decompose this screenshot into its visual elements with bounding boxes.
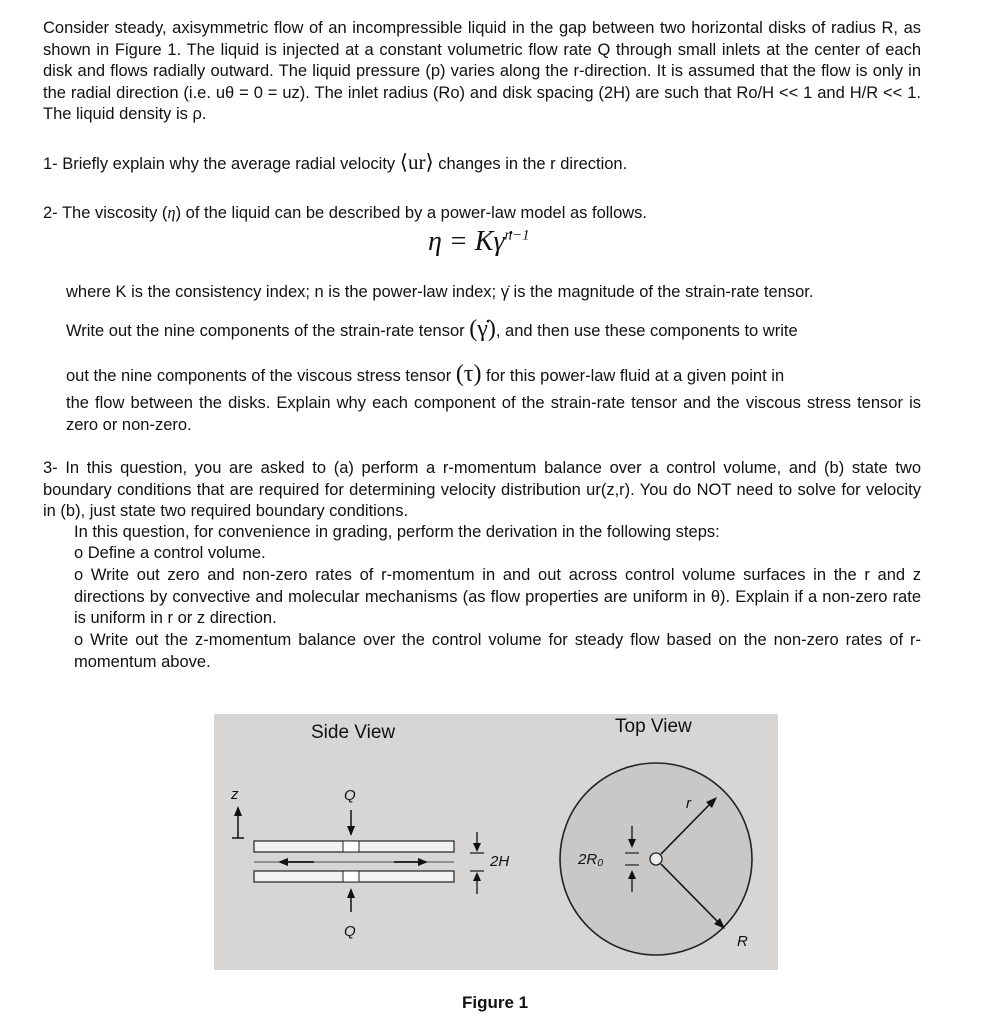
equation-lhs: η = Kγ̇ <box>428 226 505 257</box>
q1-text-before: 1- Briefly explain why the average radial velocity <box>43 155 396 173</box>
question-2-intro <box>43 203 647 223</box>
q2-intro-before: 2- The viscosity ( <box>43 204 168 222</box>
top-view-inlet <box>650 853 662 865</box>
q2-line1-before: Write out the nine components of the strain-rate tensor <box>66 322 465 340</box>
z-axis-arrow <box>234 806 242 816</box>
power-law-equation <box>428 226 530 258</box>
q2-line1 <box>66 316 798 343</box>
equation-exponent: n−1 <box>504 227 530 244</box>
top-view-label: Top View <box>615 716 692 737</box>
q2-line2 <box>66 361 784 388</box>
r-label: r <box>686 795 691 812</box>
figure-caption: Figure 1 <box>462 993 529 1012</box>
q3-bullet-3: o Write out the z-momentum balance over the control volume for steady flow based on the non-zero rates of r-momentum above. <box>74 631 921 671</box>
radius-label: R <box>737 933 748 950</box>
stress-tensor-symbol: (τ) <box>455 361 482 387</box>
q3-bullet-1: o Define a control volume. <box>74 544 266 562</box>
intro-paragraph: Consider steady, axisymmetric flow of an incompressible liquid in the gap between two horizontal disks of radius R, as shown in Figure 1. The liquid is injected at a constant volumetric flow rate Q through small inlets at the center of each disk and flows radially outward. The liquid pressure (p) varies along the r-direction. It is assumed that the flow is only in the radial direction (i.e. uθ = 0 = uz). The inlet radius (Ro) and disk spacing (2H) are such that Ro/H << 1 and H/R << 1. The liquid density is ρ. <box>43 19 921 123</box>
question-1 <box>43 150 627 175</box>
q-bottom-arrow-head <box>347 888 355 898</box>
avg-velocity-symbol: ⟨ur⟩ <box>399 150 434 174</box>
q2-intro-after: ) of the liquid can be described by a power-law model as follows. <box>175 204 648 222</box>
z-axis-label: z <box>231 786 239 803</box>
upper-inlet <box>343 841 359 852</box>
q1-text-after: changes in the r direction. <box>438 155 628 173</box>
q2-line2-before: out the nine components of the viscous stress tensor <box>66 367 452 385</box>
q2-line2-after: for this power-law fluid at a given point in <box>486 367 785 385</box>
q-bottom-label: Q <box>344 923 356 940</box>
q-top-arrow-head <box>347 826 355 836</box>
lower-inlet <box>343 871 359 882</box>
inlet-diameter-label: 2R₀ <box>578 851 604 868</box>
gap-label: 2H <box>490 853 510 870</box>
q3-bullet-2 <box>74 565 921 630</box>
strain-rate-symbol: (γ̇) <box>469 316 496 342</box>
flow-arrow-left-head <box>278 858 288 866</box>
q3-bullet-2-text: o Write out zero and non-zero rates of r-momentum in and out across control volume surfaces in the r and z directions by convective and molecular mechanisms (as flow properties are uniform in θ). Explain if a non-zero rate is uniform in r or z direction. <box>74 566 921 627</box>
flow-arrow-right-head <box>418 858 428 866</box>
viscosity-symbol: η <box>167 203 176 222</box>
q3-intro-text: 3- In this question, you are asked to (a) perform a r-momentum balance over a control volume, and (b) state two boundary conditions that are required for determining velocity distribution ur(z,r). You do NOT need to solve for velocity in (b), just state two required boundary conditions. <box>43 459 921 520</box>
q2-rest: the flow between the disks. Explain why each component of the strain-rate tensor and the viscous stress tensor is zero or non-zero. <box>66 394 921 434</box>
where-text: where K is the consistency index; n is the power-law index; γ̇ is the magnitude of the strain-rate tensor. <box>66 283 814 301</box>
side-view-label: Side View <box>311 722 396 743</box>
q2-line1-after: , and then use these components to write <box>495 322 798 340</box>
gap-dim-top-head <box>473 843 481 852</box>
q3-steps-intro: In this question, for convenience in grading, perform the derivation in the following steps: <box>74 523 720 541</box>
figure-1 <box>214 714 778 970</box>
question-3-intro <box>43 458 921 523</box>
figure-drawing <box>214 714 778 970</box>
q-top-label: Q <box>344 787 356 804</box>
